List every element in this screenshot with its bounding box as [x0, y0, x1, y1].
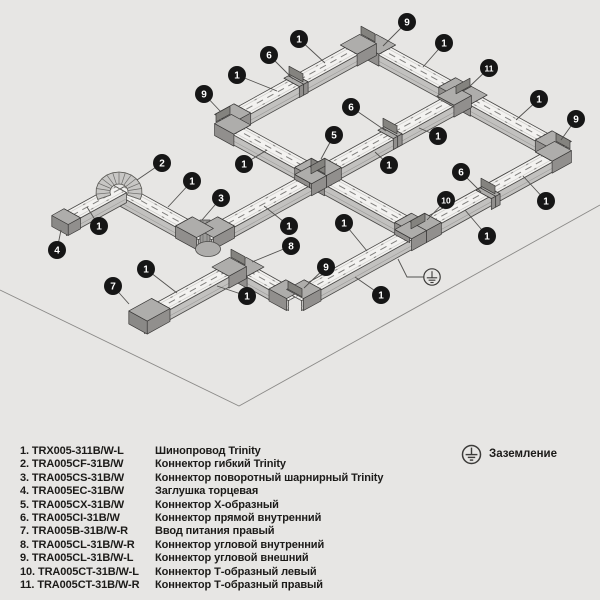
legend-item-desc: Коннектор прямой внутренний	[155, 512, 322, 525]
svg-text:8: 8	[288, 241, 294, 253]
callout-1	[537, 192, 555, 210]
svg-text:6: 6	[266, 50, 272, 62]
callout-1	[238, 287, 256, 305]
legend-item-code: 10. TRA005CT-31B/W-L	[20, 565, 139, 578]
callout-6	[260, 46, 278, 64]
legend-item-code: 3. TRA005CS-31B/W	[20, 471, 125, 484]
legend-item-desc: Шинопровод Trinity	[155, 445, 261, 457]
svg-text:1: 1	[341, 218, 347, 230]
legend-item-code: 6. TRA005CI-31B/W	[20, 512, 120, 525]
callout-9	[567, 110, 585, 128]
legend-item-desc: Заглушка торцевая	[155, 485, 259, 498]
legend-item-code: 8. TRA005CL-31B/W-R	[20, 538, 135, 551]
callout-5	[325, 126, 343, 144]
legend-item-code: 9. TRA005CL-31B/W-L	[20, 552, 134, 565]
legend-item-code: 7. TRA005B-31B/W-R	[20, 525, 129, 538]
callout-1	[137, 260, 155, 278]
callout-11	[480, 59, 498, 77]
legend-item	[20, 485, 450, 498]
legend-item	[20, 539, 450, 552]
ground-icon	[461, 444, 482, 465]
legend-item	[20, 552, 450, 565]
callout-4	[48, 241, 66, 259]
callout-9	[317, 258, 335, 276]
callout-6	[342, 98, 360, 116]
legend-item	[20, 499, 450, 512]
svg-text:1: 1	[234, 70, 240, 82]
ground-legend	[461, 443, 557, 465]
svg-text:1: 1	[435, 131, 441, 143]
legend-item	[20, 472, 450, 485]
callout-9	[398, 13, 416, 31]
svg-text:1: 1	[484, 231, 490, 243]
svg-text:9: 9	[323, 262, 329, 274]
svg-text:1: 1	[189, 176, 195, 188]
legend-item-desc: Коннектор Т-образный правый	[155, 579, 323, 592]
legend-item	[20, 579, 450, 592]
callout-8	[282, 237, 300, 255]
svg-text:1: 1	[143, 264, 149, 276]
svg-text:9: 9	[573, 114, 579, 126]
callout-1	[90, 217, 108, 235]
svg-text:1: 1	[286, 221, 292, 233]
callout-1	[235, 155, 253, 173]
callout-1	[280, 217, 298, 235]
svg-text:11: 11	[484, 63, 494, 74]
svg-text:9: 9	[201, 89, 207, 101]
callout-1	[530, 90, 548, 108]
callout-2	[153, 154, 171, 172]
callout-1	[335, 214, 353, 232]
legend-item-desc: Коннектор Т-образный левый	[155, 565, 317, 578]
legend-item-desc: Коннектор гибкий Trinity	[155, 458, 286, 471]
callout-1	[372, 286, 390, 304]
legend-item-desc: Коннектор угловой внутренний	[155, 538, 325, 551]
callout-1	[228, 66, 246, 84]
legend-item	[20, 458, 450, 471]
legend-item-code: 4. TRA005EC-31B/W	[20, 485, 125, 498]
legend-item-code: 11. TRA005CT-31B/W-R	[20, 579, 140, 592]
legend-item-code: 1. TRX005-311B/W-L	[20, 445, 124, 457]
legend-item-desc: Ввод питания правый	[155, 525, 275, 538]
ground-label: Заземление	[489, 448, 558, 460]
callout-1	[435, 34, 453, 52]
svg-text:1: 1	[441, 38, 447, 50]
legend-list	[20, 445, 450, 592]
callout-1	[183, 172, 201, 190]
svg-text:6: 6	[348, 102, 354, 114]
callout-6	[452, 163, 470, 181]
legend-item	[20, 525, 450, 538]
callout-1	[429, 127, 447, 145]
callout-7	[104, 277, 122, 295]
svg-text:1: 1	[543, 196, 549, 208]
legend-item	[20, 566, 450, 579]
svg-text:1: 1	[386, 160, 392, 172]
callout-1	[290, 30, 308, 48]
legend-item	[20, 512, 450, 525]
callout-1	[380, 156, 398, 174]
svg-text:4: 4	[54, 245, 60, 257]
svg-text:1: 1	[296, 34, 302, 46]
svg-text:2: 2	[159, 158, 165, 170]
callout-9	[195, 85, 213, 103]
svg-text:5: 5	[331, 130, 337, 142]
svg-text:10: 10	[441, 195, 451, 206]
svg-text:1: 1	[378, 290, 384, 302]
callout-3	[212, 189, 230, 207]
svg-text:3: 3	[218, 193, 224, 205]
svg-text:1: 1	[244, 291, 250, 303]
svg-text:6: 6	[458, 167, 464, 179]
svg-text:1: 1	[536, 94, 542, 106]
callout-10	[437, 191, 455, 209]
legend-item-desc: Коннектор Х-образный	[155, 498, 279, 511]
svg-text:1: 1	[241, 159, 247, 171]
callout-1	[478, 227, 496, 245]
legend-item-code: 2. TRA005CF-31B/W	[20, 458, 124, 471]
legend-item-desc: Коннектор поворотный шарнирный Trinity	[155, 471, 384, 484]
legend-item-code: 5. TRA005CX-31B/W	[20, 498, 125, 511]
svg-text:7: 7	[110, 281, 116, 293]
legend-item	[20, 445, 450, 458]
legend-item-desc: Коннектор угловой внешний	[155, 552, 309, 565]
svg-text:9: 9	[404, 17, 410, 29]
svg-text:1: 1	[96, 221, 102, 233]
